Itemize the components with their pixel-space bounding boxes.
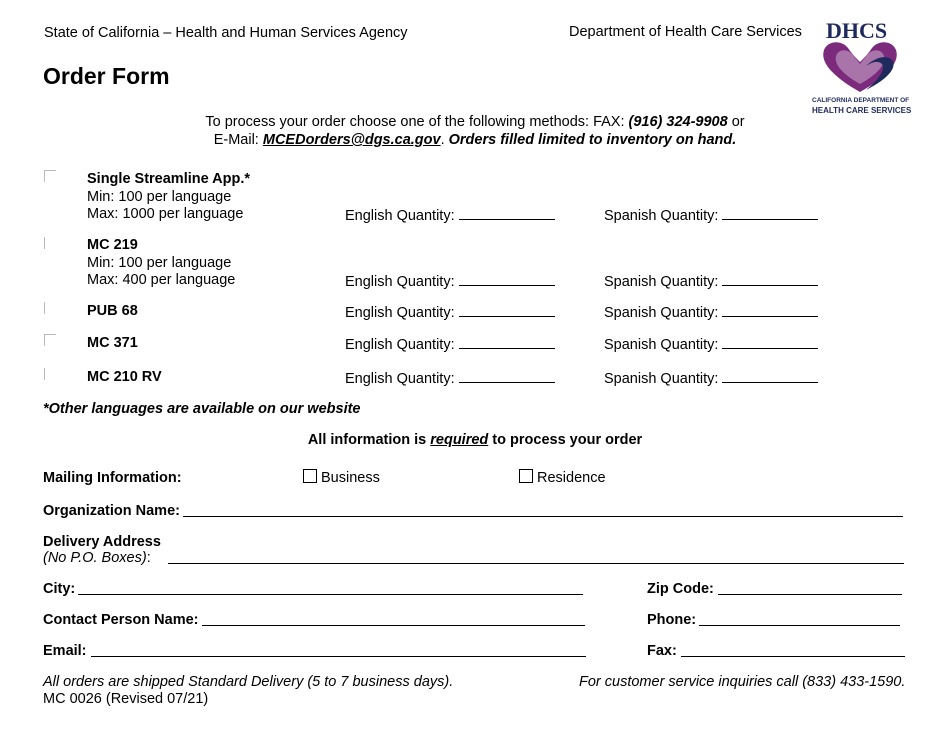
order-email-link[interactable]: MCEDorders@dgs.ca.gov — [262, 132, 441, 148]
business-checkbox[interactable] — [303, 469, 317, 483]
required-post: to process your order — [488, 432, 643, 448]
inventory-note: Orders filled limited to inventory on hand. — [448, 132, 737, 148]
english-quantity-label: English Quantity: — [345, 371, 455, 387]
spanish-quantity-label: Spanish Quantity: — [604, 274, 719, 290]
english-quantity — [345, 369, 555, 387]
required-pre: All information is — [307, 432, 431, 448]
item-name: MC 219 — [87, 237, 138, 253]
dhcs-heart-icon — [812, 18, 908, 96]
logo-line-2: HEALTH CARE SERVICES — [812, 106, 912, 115]
english-quantity-label: English Quantity: — [345, 208, 455, 224]
item-name: PUB 68 — [87, 303, 138, 319]
spanish-quantity-label: Spanish Quantity: — [604, 208, 719, 224]
english-quantity — [345, 335, 555, 353]
contact-person-field[interactable] — [202, 625, 585, 626]
required-emphasis: required — [430, 432, 489, 448]
phone-field[interactable] — [699, 625, 900, 626]
zip-label: Zip Code: — [647, 581, 714, 597]
contact-person-label: Contact Person Name: — [43, 612, 199, 628]
residence-option[interactable] — [519, 469, 606, 486]
english-quantity — [345, 272, 555, 290]
english-quantity — [345, 303, 555, 321]
instructions-line-2 — [0, 132, 950, 148]
spanish-quantity-label: Spanish Quantity: — [604, 371, 719, 387]
item-checkbox[interactable] — [44, 170, 58, 184]
item-checkbox[interactable] — [44, 302, 58, 316]
residence-label: Residence — [537, 470, 606, 486]
english-quantity-field[interactable] — [459, 335, 555, 349]
logo-mark: DHCS — [826, 18, 888, 43]
spanish-quantity — [604, 303, 818, 321]
form-id: MC 0026 (Revised 07/21) — [43, 691, 209, 707]
residence-checkbox[interactable] — [519, 469, 533, 483]
agency-name: State of California – Health and Human Services Agency — [44, 25, 408, 41]
english-quantity-field[interactable] — [459, 206, 555, 220]
fax-number: (916) 324-9908 — [628, 114, 728, 130]
item-min: Min: 100 per language — [87, 255, 232, 271]
item-checkbox[interactable] — [44, 334, 58, 348]
instructions-or: or — [727, 114, 745, 130]
item-max: Max: 400 per language — [87, 272, 236, 288]
shipping-note: All orders are shipped Standard Delivery (5 to 7 business days). — [43, 674, 454, 690]
no-po-colon: : — [146, 550, 151, 566]
email-field[interactable] — [91, 656, 586, 657]
no-po-text: (No P.O. Boxes) — [43, 550, 147, 566]
english-quantity-label: English Quantity: — [345, 305, 455, 321]
business-label: Business — [321, 470, 380, 486]
item-min: Min: 100 per language — [87, 189, 232, 205]
item-checkbox[interactable] — [44, 368, 58, 382]
required-notice — [0, 432, 950, 448]
item-name: MC 371 — [87, 335, 138, 351]
fax-label: Fax: — [647, 643, 677, 659]
instructions-line-1 — [0, 114, 950, 130]
logo-line-1: CALIFORNIA DEPARTMENT OF — [812, 97, 910, 104]
city-field[interactable] — [78, 594, 583, 595]
business-option[interactable] — [303, 469, 380, 486]
instructions-text: To process your order choose one of the following methods: FAX: — [205, 114, 629, 130]
page-title: Order Form — [43, 63, 170, 89]
email-label: Email: — [43, 643, 87, 659]
department-name: Department of Health Care Services — [569, 24, 802, 40]
item-max: Max: 1000 per language — [87, 206, 244, 222]
organization-label: Organization Name: — [43, 503, 180, 519]
city-label: City: — [43, 581, 76, 597]
zip-field[interactable] — [718, 594, 902, 595]
spanish-quantity-field[interactable] — [722, 206, 818, 220]
item-checkbox[interactable] — [44, 237, 58, 251]
dhcs-logo — [812, 18, 912, 118]
spanish-quantity-field[interactable] — [722, 272, 818, 286]
phone-label: Phone: — [647, 612, 697, 628]
delivery-address-field[interactable] — [168, 563, 904, 564]
spanish-quantity-field[interactable] — [722, 303, 818, 317]
spanish-quantity — [604, 206, 818, 224]
english-quantity-field[interactable] — [459, 303, 555, 317]
spanish-quantity-field[interactable] — [722, 369, 818, 383]
instructions-period: . — [440, 132, 449, 148]
email-label: E-Mail: — [213, 132, 263, 148]
english-quantity-label: English Quantity: — [345, 274, 455, 290]
spanish-quantity — [604, 272, 818, 290]
item-name: Single Streamline App.* — [87, 171, 251, 187]
mailing-information-label: Mailing Information: — [43, 470, 182, 486]
english-quantity — [345, 206, 555, 224]
organization-field[interactable] — [183, 516, 903, 517]
item-name: MC 210 RV — [87, 369, 162, 385]
delivery-address-label: Delivery Address — [43, 534, 161, 550]
fax-field[interactable] — [681, 656, 905, 657]
spanish-quantity-field[interactable] — [722, 335, 818, 349]
spanish-quantity-label: Spanish Quantity: — [604, 305, 719, 321]
customer-service-note: For customer service inquiries call (833) 433-1590. — [579, 674, 906, 690]
english-quantity-label: English Quantity: — [345, 337, 455, 353]
other-languages-note: *Other languages are available on our website — [43, 401, 361, 417]
spanish-quantity-label: Spanish Quantity: — [604, 337, 719, 353]
english-quantity-field[interactable] — [459, 272, 555, 286]
spanish-quantity — [604, 369, 818, 387]
no-po-boxes-note — [43, 550, 151, 566]
spanish-quantity — [604, 335, 818, 353]
english-quantity-field[interactable] — [459, 369, 555, 383]
